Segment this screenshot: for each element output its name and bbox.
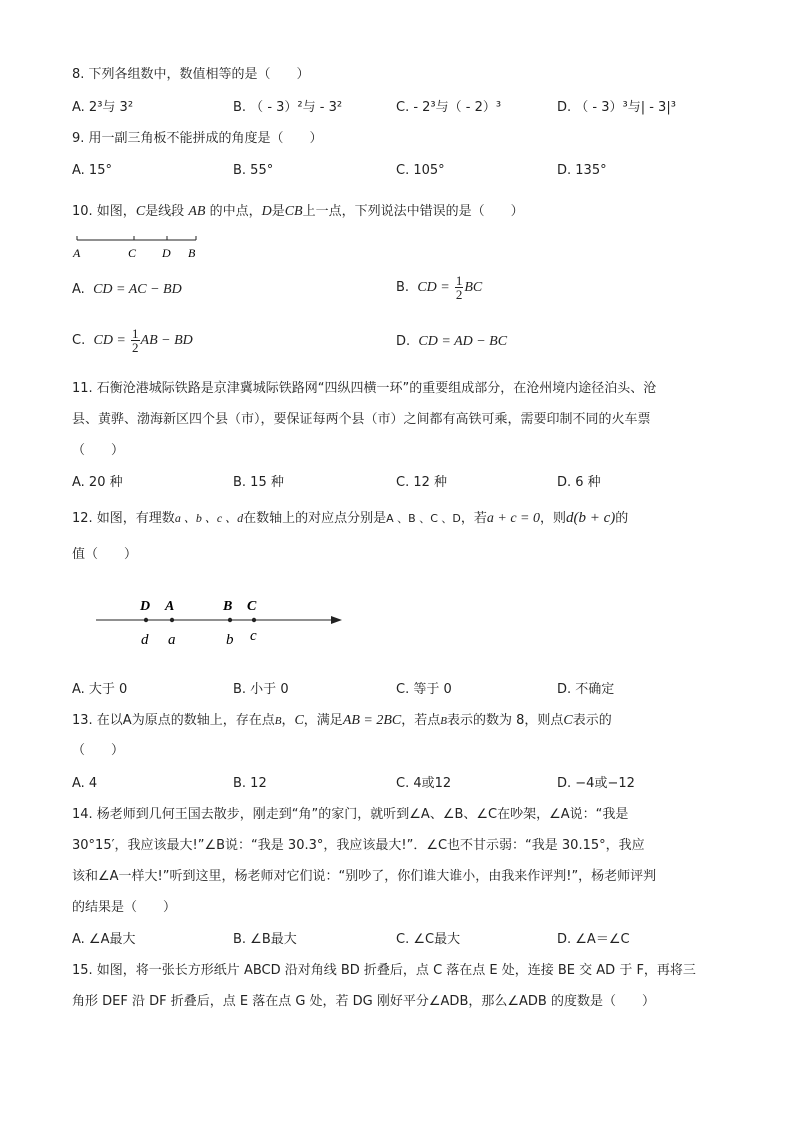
- q10-option-b: B. CD = $\frac{1}{2}$ BC: [396, 273, 483, 302]
- q11-option-a: A. 20 种: [72, 475, 123, 490]
- q12-option-a: A. 大于 0: [72, 682, 128, 697]
- q8-option-b: B. （ - 3）²与 - 3²: [233, 100, 343, 115]
- fraction-one-half: $\frac{1}{2}$: [455, 273, 463, 302]
- q14-stem-line3: 该和∠A一样大!”听到这里，杨老师对它们说：“别吵了，你们谁大谁小，由我来作评判!”，杨老师评判: [72, 869, 657, 884]
- q8-option-a: A. 2³与 3²: [72, 100, 134, 115]
- q10-option-a: A. CD = AC − BD: [72, 282, 182, 297]
- label-lower-b: b: [226, 632, 234, 648]
- q14-stem-line4: 的结果是（ ）: [72, 900, 177, 915]
- q13-stem-line2: （ ）: [72, 743, 125, 758]
- q9-option-a: A. 15°: [72, 163, 112, 178]
- label-lower-a: a: [168, 632, 176, 648]
- q12-option-d: D. 不确定: [557, 682, 615, 697]
- q12-option-b: B. 小于 0: [233, 682, 289, 697]
- point-c: [252, 618, 256, 622]
- q14-option-a: A. ∠A最大: [72, 932, 136, 947]
- arrow-head-icon: [331, 616, 342, 624]
- q9-option-d: D. 135°: [557, 163, 607, 178]
- q14-option-c: C. ∠C最大: [396, 932, 461, 947]
- label-c: C: [128, 246, 137, 260]
- q14-option-d: D. ∠A＝∠C: [557, 932, 630, 947]
- q15-stem-line1: 15. 如图，将一张长方形纸片 ABCD 沿对角线 BD 折叠后，点 C 落在点 E 处，连接 BE 交 AD 于 F，再将三: [72, 963, 696, 978]
- q15-stem-line2: 角形 DEF 沿 DF 折叠后，点 E 落在点 G 处，若 DG 刚好平分∠ADB，那么∠ADB 的度数是（ ）: [72, 994, 655, 1009]
- q12-number-line-figure: [90, 593, 350, 653]
- q13-option-a: A. 4: [72, 776, 98, 791]
- label-upper-d: D: [140, 599, 151, 614]
- q9-option-b: B. 55°: [233, 163, 274, 178]
- q8-option-d: D. （ - 3）³与| - 3|³: [557, 100, 676, 115]
- point-a: [170, 618, 174, 622]
- label-b: B: [188, 246, 196, 260]
- label-upper-a: A: [165, 599, 175, 614]
- q9-option-c: C. 105°: [396, 163, 445, 178]
- q10-segment-figure: [70, 232, 210, 262]
- q13-option-b: B. 12: [233, 776, 267, 791]
- q11-option-d: D. 6 种: [557, 475, 601, 490]
- label-upper-b: B: [223, 599, 233, 614]
- q13-option-d: D. −4或−12: [557, 776, 635, 791]
- q8-stem: 8. 下列各组数中，数值相等的是（ ）: [72, 67, 310, 82]
- q11-stem-line2: 县、黄骅、渤海新区四个县（市），要保证每两个县（市）之间都有高铁可乘，需要印制不同的火车票: [72, 412, 651, 427]
- fraction-one-half: $\frac{1}{2}$: [132, 326, 139, 355]
- q11-stem-line1: 11. 石衡沧港城际铁路是京津冀城际铁路网“四纵四横一环”的重要组成部分，在沧州境内途径泊头、沧: [72, 381, 657, 396]
- q14-stem-line1: 14. 杨老师到几何王国去散步，刚走到“角”的家门，就听到∠A、∠B、∠C在吵架，∠A说：“我是: [72, 807, 629, 822]
- q12-stem-line1: 12. 如图，有理数a 、b 、c 、d在数轴上的对应点分别是A 、B 、C 、D，若a + c = 0，则d(b + c)的: [72, 510, 629, 526]
- q11-option-b: B. 15 种: [233, 475, 284, 490]
- q9-stem: 9. 用一副三角板不能拼成的角度是（ ）: [72, 131, 323, 146]
- q11-option-c: C. 12 种: [396, 475, 448, 490]
- q10-option-d: D. CD = AD − BC: [396, 334, 508, 349]
- label-d: D: [162, 246, 171, 260]
- q13-stem-line1: 13. 在以A为原点的数轴上，存在点B，C，满足AB = 2BC，若点B表示的数为 8，则点C表示的: [72, 713, 612, 728]
- label-lower-c: c: [250, 628, 257, 644]
- label-a: A: [73, 246, 81, 260]
- q11-stem-line3: （ ）: [72, 443, 125, 458]
- q14-option-b: B. ∠B最大: [233, 932, 297, 947]
- q12-stem-line2: 值（ ）: [72, 547, 138, 562]
- q14-stem-line2: 30°15′，我应该最大!”∠B说：“我是 30.3°，我应该最大!”．∠C也不甘示弱：“我是 30.15°，我应: [72, 838, 645, 853]
- label-lower-d: d: [141, 632, 149, 648]
- q12-option-c: C. 等于 0: [396, 682, 452, 697]
- point-b: [228, 618, 232, 622]
- q10-option-c: C. CD = $\frac{1}{2}$ AB − BD: [72, 326, 193, 355]
- label-upper-c: C: [247, 599, 257, 614]
- q10-stem: 10. 如图，C是线段 AB 的中点，D是CB上一点，下列说法中错误的是（ ）: [72, 204, 524, 219]
- q13-option-c: C. 4或12: [396, 776, 452, 791]
- q8-option-c: C. - 2³与（ - 2）³: [396, 100, 502, 115]
- point-d: [144, 618, 148, 622]
